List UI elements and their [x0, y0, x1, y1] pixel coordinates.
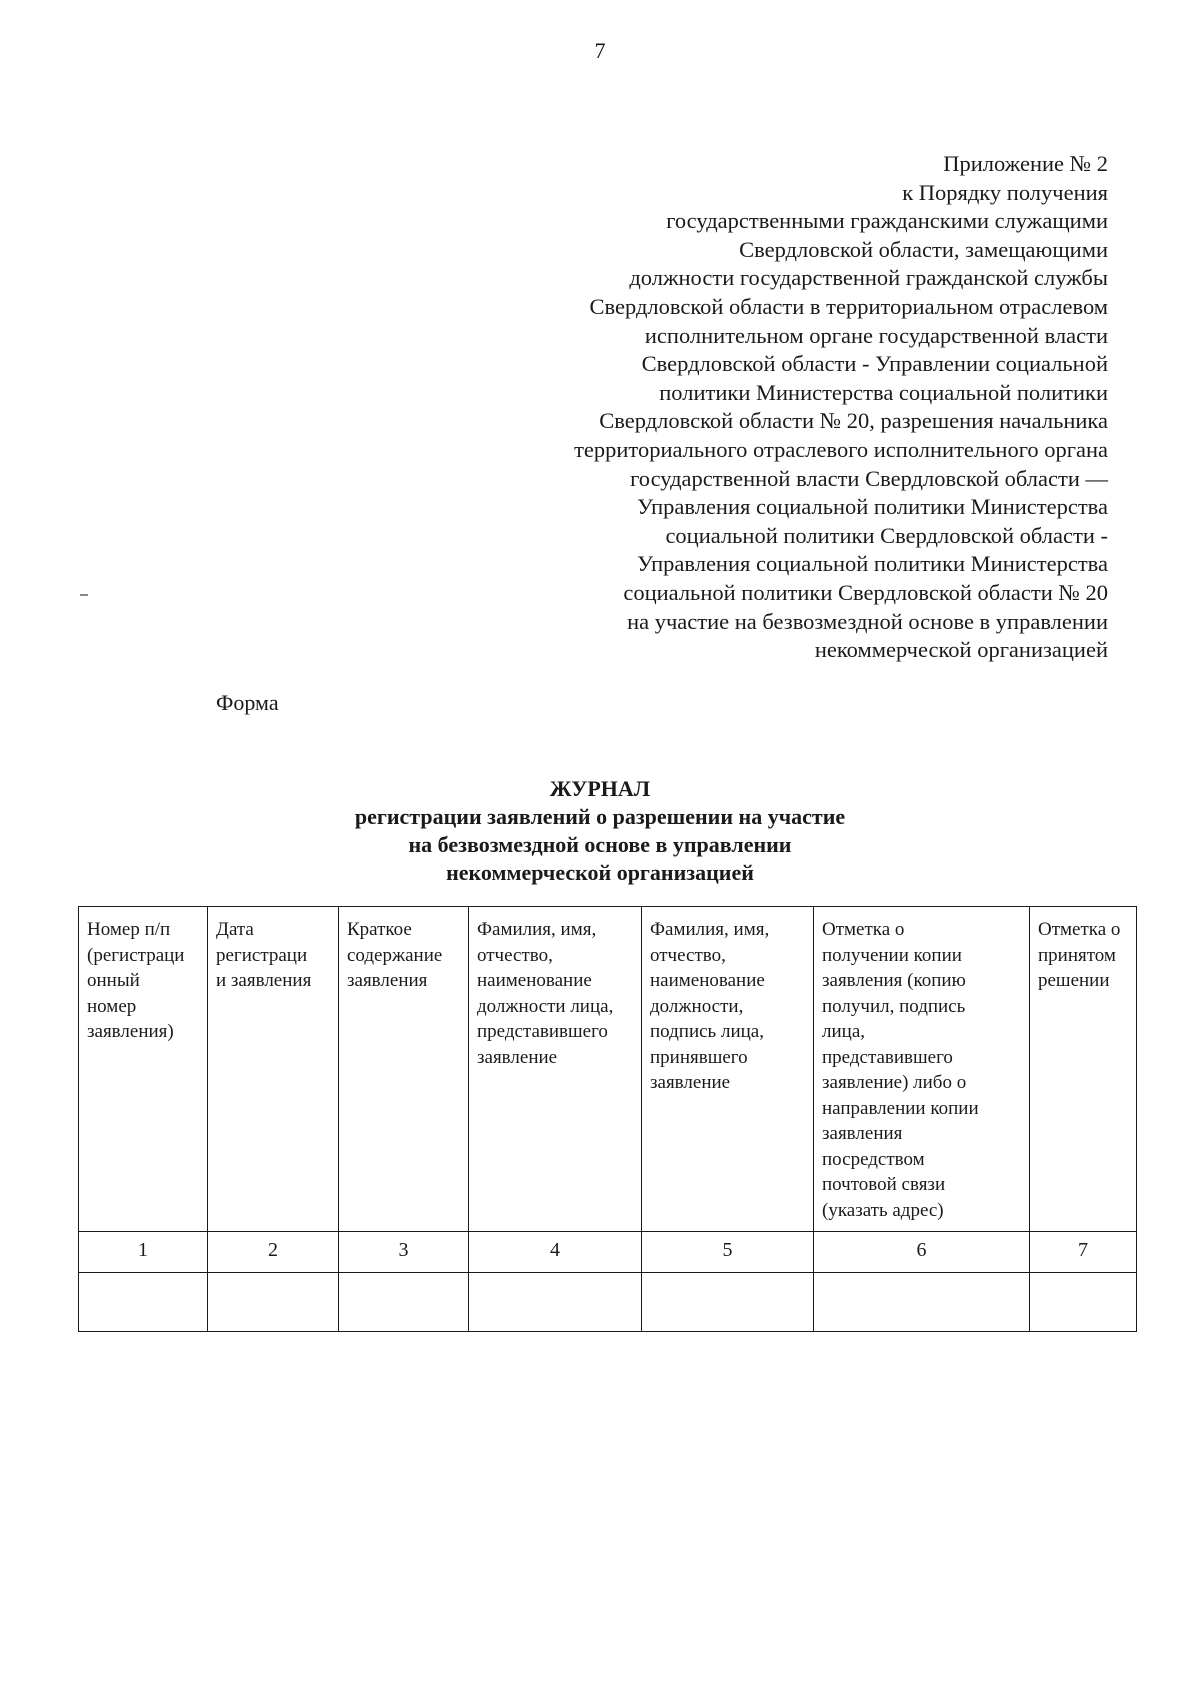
appendix-header [468, 150, 1108, 665]
empty-cell [339, 1273, 469, 1332]
column-header: Дата регистраци и заявления [208, 907, 339, 1232]
page-number: 7 [594, 38, 606, 63]
appendix-line: Свердловской области, замещающими [739, 236, 1108, 262]
appendix-line: Приложение № 2 [943, 151, 1108, 176]
column-number: 3 [339, 1232, 469, 1273]
column-header: Отметка о принятом решении [1030, 907, 1137, 1232]
column-header: Фамилия, имя, отчество, наименование должности, подпись лица, принявшего заявление [642, 907, 814, 1232]
column-header: Отметка о получении копии заявления (копию получил, подпись лица, представившего заявление) либо о направлении копии заявления посредством почтовой связи (указать адрес) [814, 907, 1030, 1232]
appendix-line: политики Министерства социальной политики [659, 379, 1108, 405]
column-number: 5 [642, 1232, 814, 1273]
column-number: 4 [469, 1232, 642, 1273]
appendix-line: Управления социальной политики Министерства [637, 494, 1108, 520]
appendix-line: территориального отраслевого исполнительного органа [574, 436, 1108, 462]
scan-speck [80, 594, 88, 596]
empty-cell [469, 1273, 642, 1332]
empty-cell [208, 1273, 339, 1332]
appendix-line: к Порядку получения [902, 179, 1108, 205]
empty-cell [79, 1273, 208, 1332]
empty-cell [1030, 1273, 1137, 1332]
column-header: Номер п/п (регистраци онный номер заявления) [79, 907, 208, 1232]
journal-subtitle-line: на безвозмездной основе в управлении [408, 832, 792, 857]
appendix-line: Свердловской области № 20, разрешения начальника [599, 408, 1108, 434]
column-number: 7 [1030, 1232, 1137, 1273]
empty-cell [814, 1273, 1030, 1332]
journal-subtitle-line: некоммерческой организацией [446, 860, 754, 885]
appendix-line: государственными гражданскими служащими [666, 208, 1108, 234]
column-header: Краткое содержание заявления [339, 907, 469, 1232]
appendix-line: на участие на безвозмездной основе в управлении [627, 608, 1108, 634]
table-header-row [79, 907, 1137, 1232]
column-number-row [79, 1232, 1137, 1273]
journal-title-line: ЖУРНАЛ [549, 776, 651, 801]
appendix-line: социальной политики Свердловской области - [665, 522, 1108, 548]
column-number: 6 [814, 1232, 1030, 1273]
appendix-line: исполнительном органе государственной власти [644, 322, 1108, 348]
column-number: 2 [208, 1232, 339, 1273]
appendix-line: государственной власти Свердловской области — [630, 465, 1108, 491]
appendix-line: некоммерческой организацией [814, 637, 1108, 663]
journal-subtitle-line: регистрации заявлений о разрешении на участие [354, 804, 846, 829]
appendix-line: Свердловской области - Управлении социальной [641, 351, 1108, 377]
empty-cell [642, 1273, 814, 1332]
column-number: 1 [79, 1232, 208, 1273]
appendix-line: Управления социальной политики Министерства [637, 551, 1108, 577]
journal-table [78, 906, 1137, 1332]
appendix-line: должности государственной гражданской службы [629, 265, 1108, 291]
column-header: Фамилия, имя, отчество, наименование должности лица, представившего заявление [469, 907, 642, 1232]
journal-title [0, 775, 1200, 887]
form-label: Форма [216, 690, 279, 715]
table-row [79, 1273, 1137, 1332]
appendix-line: Свердловской области в территориальном отраслевом [589, 293, 1108, 319]
appendix-line: социальной политики Свердловской области № 20 [623, 579, 1108, 605]
